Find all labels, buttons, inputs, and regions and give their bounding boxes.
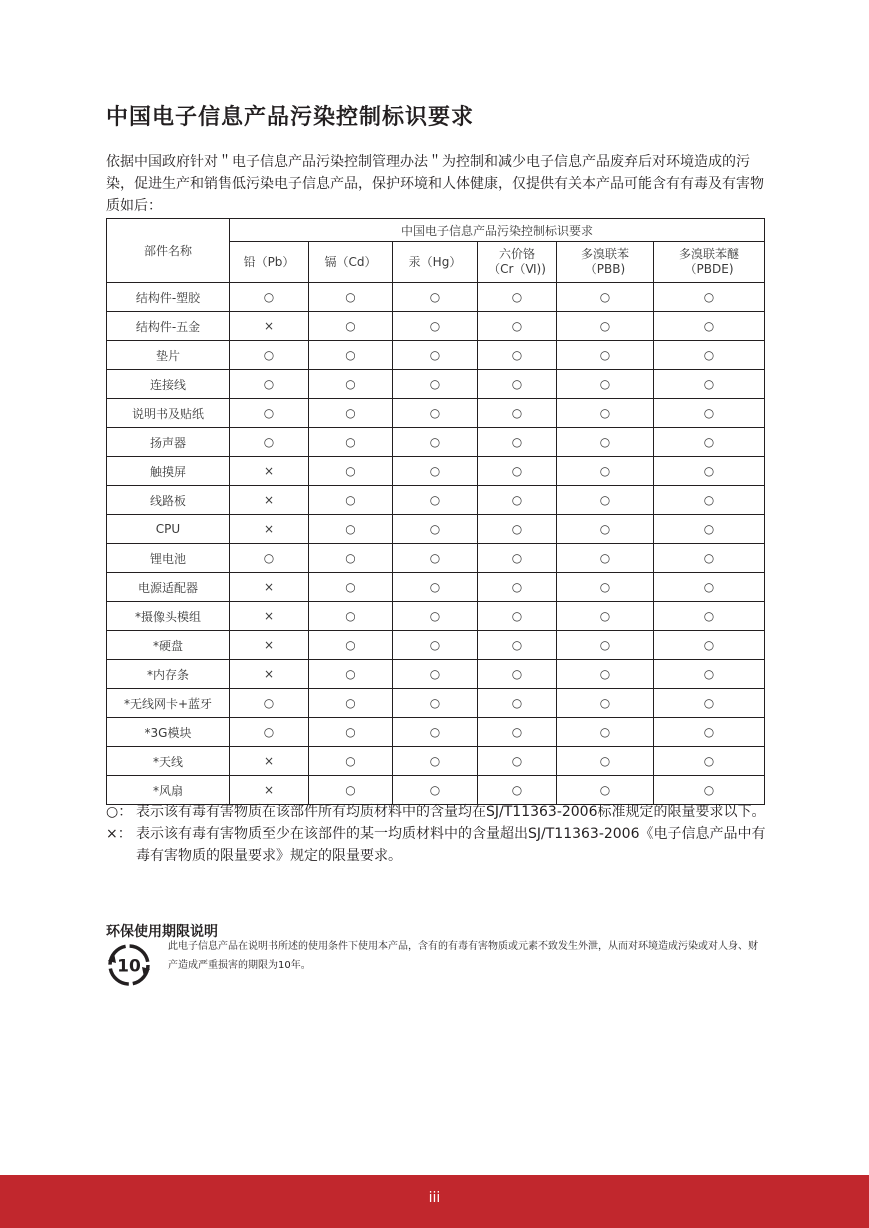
- substance-mark-cell: ○: [478, 399, 557, 428]
- table-row: [107, 283, 765, 312]
- substance-mark-cell: ○: [478, 515, 557, 544]
- substance-mark-cell: ○: [557, 544, 654, 573]
- part-name-cell: *硬盘: [107, 631, 230, 660]
- substance-mark-cell: ○: [654, 283, 765, 312]
- substance-mark-cell: ×: [230, 776, 309, 805]
- substance-mark-cell: ×: [230, 602, 309, 631]
- substance-mark-cell: ×: [230, 486, 309, 515]
- part-name-cell: *3G模块: [107, 718, 230, 747]
- substance-name: 镉（Cd）: [324, 254, 377, 269]
- substance-mark-cell: ○: [309, 747, 393, 776]
- substance-mark-cell: ○: [654, 631, 765, 660]
- epup-logo-number: 10: [117, 956, 141, 977]
- substance-mark-cell: ○: [309, 718, 393, 747]
- substance-mark-cell: ○: [309, 776, 393, 805]
- substance-mark-cell: ○: [478, 486, 557, 515]
- note-text: 表示该有毒有害物质至少在该部件的某一均质材料中的含量超出SJ/T11363-2006《电子信息产品中有毒有害物质的限量要求》规定的限量要求。: [136, 826, 766, 864]
- table-row: [107, 457, 765, 486]
- substance-mark-cell: ○: [654, 457, 765, 486]
- part-name-cell: *内存条: [107, 660, 230, 689]
- substance-mark-cell: ○: [557, 457, 654, 486]
- part-name-cell: 说明书及贴纸: [107, 399, 230, 428]
- substance-name: 汞（Hg）: [408, 254, 462, 269]
- footer-bar: [0, 1175, 869, 1228]
- group-header: 中国电子信息产品污染控制标识要求: [230, 219, 765, 242]
- substance-mark-cell: ○: [654, 399, 765, 428]
- substance-mark-cell: ○: [557, 370, 654, 399]
- substance-mark-cell: ○: [557, 631, 654, 660]
- table-row: [107, 602, 765, 631]
- substance-mark-cell: ○: [230, 689, 309, 718]
- substance-mark-cell: ○: [557, 747, 654, 776]
- substance-mark-cell: ○: [654, 689, 765, 718]
- table-row: [107, 428, 765, 457]
- table-row: [107, 515, 765, 544]
- table-row: [107, 660, 765, 689]
- hazardous-substances-table: [106, 218, 765, 805]
- substance-mark-cell: ○: [557, 689, 654, 718]
- substance-mark-cell: ○: [393, 776, 478, 805]
- part-name-cell: *天线: [107, 747, 230, 776]
- substance-mark-cell: ○: [478, 312, 557, 341]
- substance-mark-cell: ○: [393, 718, 478, 747]
- substance-mark-cell: ×: [230, 631, 309, 660]
- substance-mark-cell: ×: [230, 312, 309, 341]
- substance-mark-cell: ○: [309, 341, 393, 370]
- substance-mark-cell: ×: [230, 660, 309, 689]
- substance-mark-cell: ○: [557, 718, 654, 747]
- intro-paragraph: 依据中国政府针对＂电子信息产品污染控制管理办法＂为控制和减少电子信息产品废弃后对环境造成的污染，促进生产和销售低污染电子信息产品，保护环境和人体健康，仅提供有关本产品可能含有有毒及有害物质如后：: [106, 154, 764, 214]
- substance-mark-cell: ○: [478, 544, 557, 573]
- substance-mark-cell: ○: [393, 631, 478, 660]
- substance-mark-cell: ○: [478, 370, 557, 399]
- substance-mark-cell: ○: [393, 283, 478, 312]
- table-row: [107, 573, 765, 602]
- part-name-cell: 连接线: [107, 370, 230, 399]
- part-name-cell: 触摸屏: [107, 457, 230, 486]
- substance-mark-cell: ○: [309, 283, 393, 312]
- substance-mark-cell: ○: [478, 457, 557, 486]
- substance-mark-cell: ○: [654, 718, 765, 747]
- substance-mark-cell: ○: [393, 312, 478, 341]
- substance-symbol: （PBDE): [684, 262, 734, 276]
- substance-mark-cell: ○: [230, 370, 309, 399]
- epup-10-year-icon: [106, 942, 152, 988]
- substance-mark-cell: ○: [393, 457, 478, 486]
- substance-column-header: [393, 242, 478, 283]
- substance-mark-cell: ○: [393, 428, 478, 457]
- substance-mark-cell: ○: [557, 399, 654, 428]
- substance-name: 六价铬: [498, 247, 535, 261]
- epup-description: 此电子信息产品在说明书所述的使用条件下使用本产品，含有的有毒有害物质或元素不致发生外泄，从而对环境造成污染或对人身、财产造成严重损害的期限为10年。: [168, 941, 758, 971]
- substance-mark-cell: ○: [557, 602, 654, 631]
- part-name-header: 部件名称: [107, 219, 230, 283]
- substance-mark-cell: ×: [230, 573, 309, 602]
- substance-mark-cell: ○: [309, 544, 393, 573]
- table-row: [107, 341, 765, 370]
- part-name-cell: 垫片: [107, 341, 230, 370]
- substance-mark-cell: ○: [393, 689, 478, 718]
- substance-mark-cell: ○: [393, 486, 478, 515]
- substance-mark-cell: ○: [478, 341, 557, 370]
- substance-column-header: [309, 242, 393, 283]
- substance-symbol: （PBB): [584, 262, 626, 276]
- part-name-cell: 结构件-塑胶: [107, 283, 230, 312]
- substance-mark-cell: ○: [393, 399, 478, 428]
- substance-mark-cell: ○: [393, 515, 478, 544]
- substance-mark-cell: ○: [309, 573, 393, 602]
- substance-mark-cell: ○: [654, 747, 765, 776]
- substance-mark-cell: ○: [393, 370, 478, 399]
- substance-mark-cell: ○: [309, 312, 393, 341]
- substance-mark-cell: ○: [654, 602, 765, 631]
- part-name-cell: CPU: [107, 515, 230, 544]
- substance-mark-cell: ○: [654, 312, 765, 341]
- substance-mark-cell: ○: [654, 573, 765, 602]
- substance-mark-cell: ○: [393, 544, 478, 573]
- part-name-cell: 线路板: [107, 486, 230, 515]
- part-name-cell: *无线网卡+蓝牙: [107, 689, 230, 718]
- substance-column-header: [230, 242, 309, 283]
- substance-mark-cell: ○: [557, 573, 654, 602]
- part-name-cell: *摄像头模组: [107, 602, 230, 631]
- substance-mark-cell: ○: [309, 660, 393, 689]
- substance-mark-cell: ○: [393, 573, 478, 602]
- substance-mark-cell: ○: [557, 486, 654, 515]
- substance-mark-cell: ○: [478, 660, 557, 689]
- substance-mark-cell: ○: [309, 602, 393, 631]
- table-row: [107, 631, 765, 660]
- page-title: 中国电子信息产品污染控制标识要求: [106, 105, 475, 130]
- substance-mark-cell: ○: [230, 399, 309, 428]
- substance-mark-cell: ×: [230, 515, 309, 544]
- substance-mark-cell: ○: [654, 776, 765, 805]
- table-row: [107, 689, 765, 718]
- substance-mark-cell: ○: [557, 283, 654, 312]
- part-name-cell: 锂电池: [107, 544, 230, 573]
- substance-mark-cell: ○: [654, 428, 765, 457]
- substance-mark-cell: ○: [557, 341, 654, 370]
- substance-mark-cell: ○: [478, 283, 557, 312]
- substance-name: 铅（Pb）: [243, 254, 295, 269]
- cross-mark: ×：: [106, 826, 132, 842]
- table-row: [107, 370, 765, 399]
- substance-mark-cell: ○: [230, 718, 309, 747]
- substance-mark-cell: ○: [478, 602, 557, 631]
- substance-column-header: [478, 242, 557, 283]
- circle-mark: ○：: [106, 804, 133, 820]
- part-name-cell: 扬声器: [107, 428, 230, 457]
- substance-column-header: [654, 242, 765, 283]
- part-name-cell: *风扇: [107, 776, 230, 805]
- substance-mark-cell: ○: [654, 515, 765, 544]
- substance-mark-cell: ○: [478, 718, 557, 747]
- substance-mark-cell: ○: [654, 370, 765, 399]
- substance-mark-cell: ○: [309, 457, 393, 486]
- substance-symbol: （Cr（Ⅵ)): [488, 262, 546, 276]
- substance-mark-cell: ○: [557, 428, 654, 457]
- substance-mark-cell: ×: [230, 457, 309, 486]
- legend-note-cross: [106, 823, 776, 867]
- table-row: [107, 312, 765, 341]
- legend-notes: [106, 801, 776, 867]
- substance-mark-cell: ○: [309, 515, 393, 544]
- part-name-cell: 电源适配器: [107, 573, 230, 602]
- substance-mark-cell: ○: [309, 689, 393, 718]
- substance-column-header: [557, 242, 654, 283]
- epup-title: 环保使用期限说明: [106, 924, 218, 940]
- substance-mark-cell: ○: [654, 341, 765, 370]
- substance-mark-cell: ○: [478, 631, 557, 660]
- substance-mark-cell: ○: [393, 602, 478, 631]
- substance-mark-cell: ○: [309, 370, 393, 399]
- legend-note-circle: [106, 801, 776, 823]
- substance-mark-cell: ○: [478, 428, 557, 457]
- substance-mark-cell: ○: [557, 776, 654, 805]
- substance-mark-cell: ○: [557, 515, 654, 544]
- part-name-cell: 结构件-五金: [107, 312, 230, 341]
- substance-mark-cell: ○: [393, 747, 478, 776]
- substance-mark-cell: ○: [654, 486, 765, 515]
- substance-mark-cell: ○: [309, 399, 393, 428]
- substance-mark-cell: ○: [309, 428, 393, 457]
- substance-mark-cell: ○: [478, 776, 557, 805]
- substance-name: 多溴联苯醚: [679, 247, 740, 261]
- substance-mark-cell: ○: [557, 660, 654, 689]
- table-row: [107, 718, 765, 747]
- page-number: iii: [428, 1190, 441, 1206]
- substance-mark-cell: ○: [230, 341, 309, 370]
- table-row: [107, 544, 765, 573]
- substance-mark-cell: ○: [478, 747, 557, 776]
- substance-name: 多溴联苯: [580, 247, 629, 261]
- substance-mark-cell: ○: [557, 312, 654, 341]
- substance-mark-cell: ○: [478, 689, 557, 718]
- substance-mark-cell: ○: [654, 660, 765, 689]
- substance-mark-cell: ○: [309, 486, 393, 515]
- substance-mark-cell: ○: [309, 631, 393, 660]
- note-text: 表示该有毒有害物质在该部件所有均质材料中的含量均在SJ/T11363-2006标准规定的限量要求以下。: [136, 804, 766, 820]
- table-row: [107, 486, 765, 515]
- substance-mark-cell: ○: [654, 544, 765, 573]
- substance-mark-cell: ○: [230, 544, 309, 573]
- substance-mark-cell: ○: [478, 573, 557, 602]
- substance-mark-cell: ○: [393, 341, 478, 370]
- substance-mark-cell: ○: [230, 428, 309, 457]
- substance-mark-cell: ○: [230, 283, 309, 312]
- table-row: [107, 399, 765, 428]
- substance-mark-cell: ×: [230, 747, 309, 776]
- table-row: [107, 747, 765, 776]
- substance-mark-cell: ○: [393, 660, 478, 689]
